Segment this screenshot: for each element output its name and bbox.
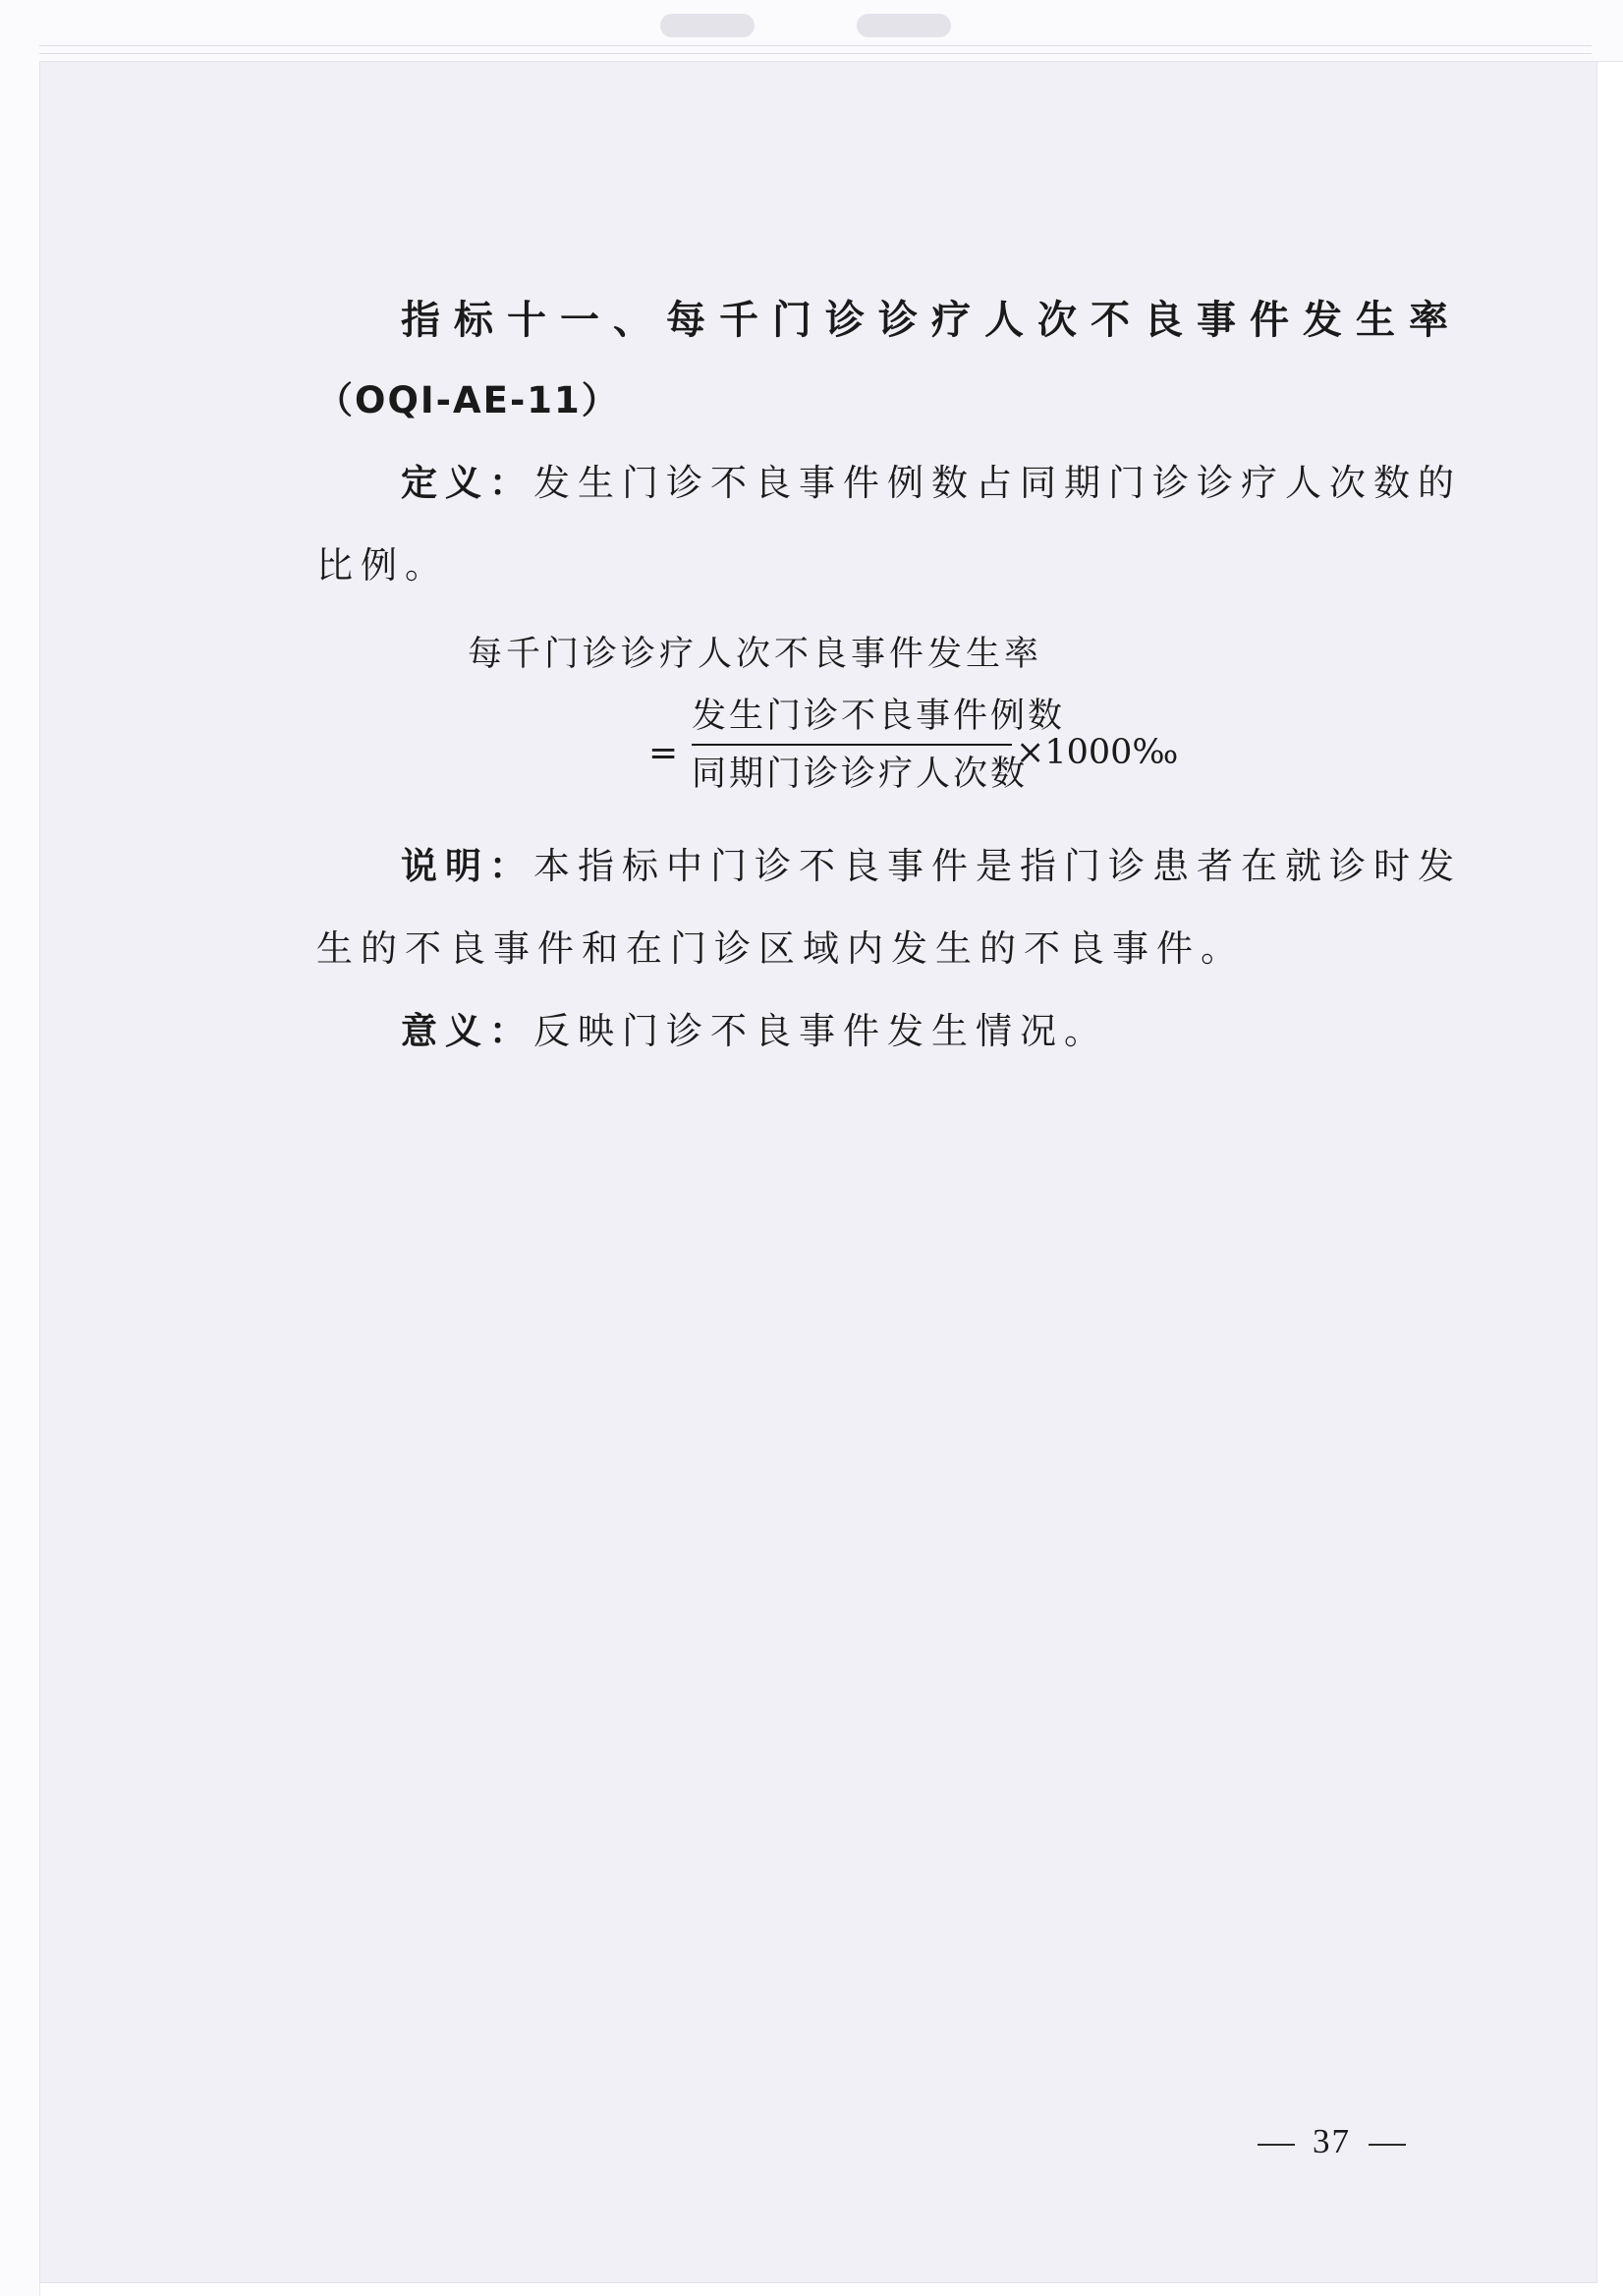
explanation-line-2: 生的不良事件和在门诊区域内发生的不良事件。: [316, 927, 1245, 970]
significance-line: [401, 1010, 1108, 1053]
explanation-label: 说明：: [401, 845, 533, 887]
definition-line-2: 比例。: [316, 544, 449, 587]
scan-line: [39, 45, 1592, 46]
page-number: [1240, 2122, 1424, 2161]
definition-text: 发生门诊不良事件例数占同期门诊诊疗人次数的: [533, 462, 1462, 504]
definition-line-1: [401, 462, 1462, 505]
definition-label: 定义：: [401, 462, 533, 504]
page-number-dash-right: [1369, 2144, 1406, 2146]
formula-name: 每千门诊诊疗人次不良事件发生率: [468, 635, 1043, 674]
scan-left-margin: [0, 0, 40, 2296]
formula-numerator: 发生门诊不良事件例数: [692, 697, 1066, 736]
scan-line: [39, 53, 1592, 54]
fraction-bar: [692, 744, 1012, 746]
formula-equals: =: [648, 733, 679, 773]
significance-text: 反映门诊不良事件发生情况。: [533, 1010, 1108, 1052]
page-number-value: 37: [1313, 2122, 1351, 2160]
indicator-code: （OQI-AE-11）: [316, 379, 620, 421]
explanation-text: 本指标中门诊不良事件是指门诊患者在就诊时发: [533, 845, 1462, 887]
significance-label: 意义：: [401, 1010, 533, 1052]
binding-mark: [660, 14, 755, 37]
formula-multiplier: ×1000‰: [1016, 733, 1179, 772]
formula-denominator: 同期门诊诊疗人次数: [692, 755, 1029, 794]
document-page: [39, 61, 1597, 2283]
binding-mark: [857, 14, 951, 37]
explanation-line-1: [401, 845, 1462, 888]
formula-fraction: [692, 694, 1066, 797]
page-number-dash-left: [1258, 2144, 1295, 2146]
indicator-heading: 指标十一、每千门诊诊疗人次不良事件发生率: [401, 298, 1462, 343]
